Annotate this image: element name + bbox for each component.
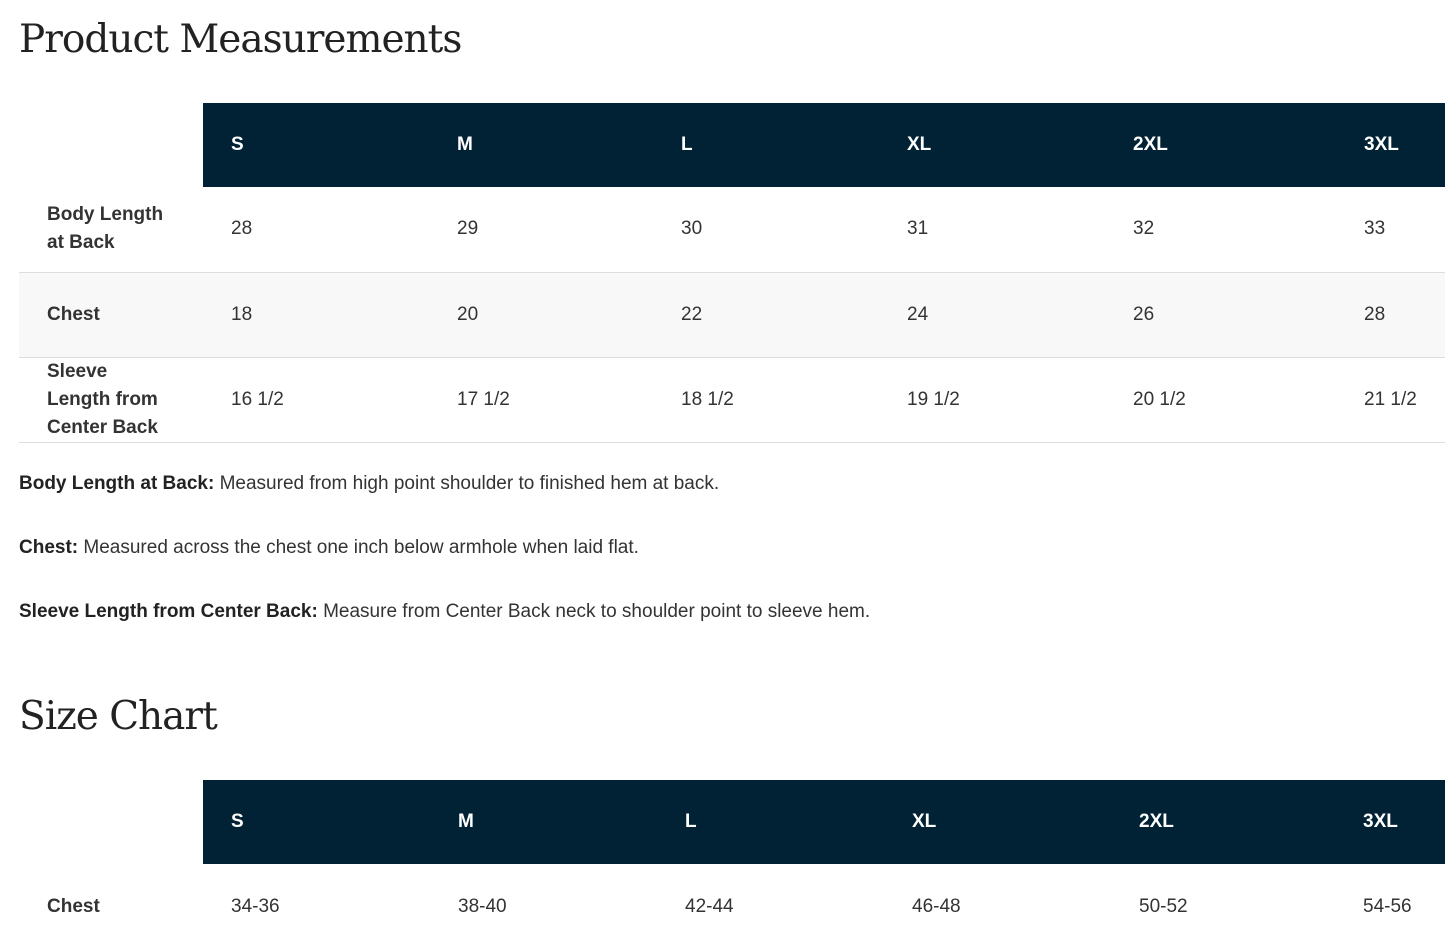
note-text: Measured across the chest one inch below armhole when laid flat. (78, 537, 639, 558)
table-row (19, 864, 1445, 949)
measurement-notes (19, 472, 1419, 664)
note-text: Measured from high point shoulder to finished hem at back. (214, 473, 720, 494)
table-cell: 31 (907, 218, 929, 240)
table-cell: 18 1/2 (681, 388, 734, 410)
size-header-3xl: 3XL (1335, 780, 1445, 864)
table-cell: 20 (457, 303, 479, 325)
note-term: Body Length at Back: (19, 473, 215, 494)
table-cell: 24 (907, 303, 929, 325)
table-cell: 26 (1133, 303, 1155, 325)
product-measurements-title: Product Measurements (19, 17, 462, 62)
table-cell: 54-56 (1363, 895, 1412, 917)
size-header-xl: XL (884, 780, 1111, 864)
table-cell: 21 1/2 (1364, 388, 1417, 410)
table-corner-cell (19, 103, 203, 187)
size-header-l: L (653, 103, 879, 187)
table-cell: 34-36 (231, 895, 280, 917)
size-header-2xl: 2XL (1105, 103, 1336, 187)
table-cell: 29 (457, 218, 479, 240)
size-header-l: L (657, 780, 884, 864)
table-header-row (19, 103, 1445, 187)
table-cell: 33 (1364, 218, 1386, 240)
table-cell: 28 (1364, 303, 1386, 325)
note-chest (19, 536, 1419, 560)
table-cell: 28 (231, 218, 253, 240)
note-text: Measure from Center Back neck to shoulder point to sleeve hem. (317, 601, 871, 622)
table-cell: 19 1/2 (907, 388, 960, 410)
table-cell: 50-52 (1139, 895, 1188, 917)
table-cell: 16 1/2 (231, 388, 284, 410)
table-cell: 46-48 (912, 895, 961, 917)
table-cell: 18 (231, 303, 253, 325)
row-label-sleeve-length: Sleeve Length from Center Back (47, 360, 158, 438)
row-label-chest: Chest (47, 895, 100, 917)
note-term: Chest: (19, 537, 79, 558)
table-row (19, 187, 1445, 272)
size-header-m: M (430, 780, 657, 864)
table-row (19, 357, 1445, 442)
size-header-s: S (203, 103, 429, 187)
size-chart-table (19, 780, 1445, 949)
size-header-3xl: 3XL (1336, 103, 1445, 187)
size-header-2xl: 2XL (1111, 780, 1335, 864)
table-cell: 17 1/2 (457, 388, 510, 410)
table-header-row (19, 780, 1445, 864)
note-term: Sleeve Length from Center Back: (19, 601, 318, 622)
table-cell: 38-40 (458, 895, 507, 917)
size-header-m: M (429, 103, 653, 187)
table-cell: 30 (681, 218, 703, 240)
note-sleeve-length (19, 600, 1419, 624)
size-header-xl: XL (879, 103, 1105, 187)
table-cell: 42-44 (685, 895, 734, 917)
size-chart-title: Size Chart (19, 694, 217, 739)
row-label-body-length: Body Length at Back (47, 204, 164, 254)
table-cell: 32 (1133, 218, 1155, 240)
table-cell: 22 (681, 303, 703, 325)
note-body-length (19, 472, 1419, 496)
size-header-s: S (203, 780, 430, 864)
table-corner-cell (19, 780, 203, 864)
table-row (19, 272, 1445, 357)
table-cell: 20 1/2 (1133, 388, 1186, 410)
product-measurements-table (19, 103, 1445, 443)
row-label-chest: Chest (47, 303, 100, 325)
